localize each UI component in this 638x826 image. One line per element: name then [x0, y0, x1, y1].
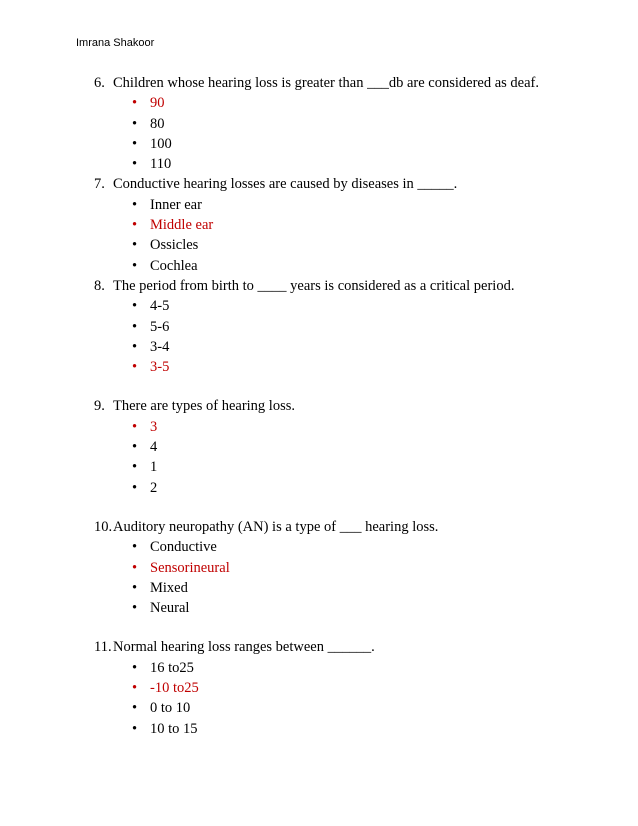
- bullet-icon: •: [132, 559, 138, 576]
- option-item: [0, 658, 638, 678]
- bullet-icon: •: [132, 217, 138, 234]
- option-item: [0, 578, 638, 598]
- spacer: [0, 618, 638, 637]
- question-number: 8.: [94, 277, 105, 294]
- bullet-icon: •: [132, 479, 138, 496]
- bullet-icon: •: [132, 237, 138, 254]
- spacer: [0, 498, 638, 517]
- bullet-icon: •: [132, 539, 138, 556]
- option-label: 4: [150, 439, 158, 456]
- option-label: Neural: [150, 600, 190, 617]
- bullet-icon: •: [132, 115, 138, 132]
- option-item: [0, 478, 638, 498]
- option-item: [0, 317, 638, 337]
- option-label: 4-5: [150, 298, 170, 315]
- question-number: 9.: [94, 398, 105, 415]
- option-label: Conductive: [150, 539, 217, 556]
- option-label: 1: [150, 459, 158, 476]
- option-item: [0, 154, 638, 174]
- option-item: [0, 598, 638, 618]
- option-label: 5-6: [150, 318, 170, 335]
- option-item: [0, 437, 638, 457]
- option-label: 3-5: [150, 359, 170, 376]
- option-label: 2: [150, 479, 158, 496]
- question-number: 10.: [94, 518, 113, 535]
- option-item: [0, 114, 638, 134]
- question-number: 11.: [94, 639, 112, 656]
- question-11: [0, 637, 638, 657]
- bullet-icon: •: [132, 359, 138, 376]
- option-label: 110: [150, 156, 172, 173]
- option-label: 3-4: [150, 338, 170, 355]
- bullet-icon: •: [132, 680, 138, 697]
- bullet-icon: •: [132, 135, 138, 152]
- bullet-icon: •: [132, 720, 138, 737]
- question-10: [0, 517, 638, 537]
- question-6: [0, 73, 638, 93]
- bullet-icon: •: [132, 579, 138, 596]
- question-number: 7.: [94, 176, 105, 193]
- option-item: [0, 678, 638, 698]
- bullet-icon: •: [132, 659, 138, 676]
- option-item: [0, 558, 638, 578]
- option-item: [0, 195, 638, 215]
- option-label: Middle ear: [150, 217, 214, 234]
- option-label: Cochlea: [150, 257, 198, 274]
- option-label: Ossicles: [150, 237, 199, 254]
- question-text: The period from birth to ____ years is considered as a critical period.: [113, 277, 515, 294]
- option-item: [0, 357, 638, 377]
- question-7: [0, 174, 638, 194]
- option-label: Sensorineural: [150, 559, 230, 576]
- option-item: [0, 337, 638, 357]
- option-label: 10 to 15: [150, 720, 198, 737]
- option-label: 80: [150, 115, 165, 132]
- option-label: Mixed: [150, 579, 188, 596]
- option-item: [0, 93, 638, 113]
- option-item: [0, 698, 638, 718]
- bullet-icon: •: [132, 95, 138, 112]
- bullet-icon: •: [132, 439, 138, 456]
- question-text: Normal hearing loss ranges between ______.: [113, 639, 375, 656]
- option-item: [0, 296, 638, 316]
- question-text: Auditory neuropathy (AN) is a type of ___ hearing loss.: [113, 518, 439, 535]
- option-item: [0, 134, 638, 154]
- question-9: [0, 396, 638, 416]
- question-number: 6.: [94, 75, 105, 91]
- option-label: 3: [150, 418, 158, 435]
- option-item: [0, 719, 638, 739]
- bullet-icon: •: [132, 257, 138, 274]
- question-text: There are types of hearing loss.: [113, 398, 295, 415]
- spacer: [0, 377, 638, 396]
- option-label: 90: [150, 95, 165, 112]
- bullet-icon: •: [132, 156, 138, 173]
- question-text: Conductive hearing losses are caused by diseases in _____.: [113, 176, 458, 193]
- question-8: [0, 276, 638, 296]
- option-item: [0, 256, 638, 276]
- option-label: Inner ear: [150, 196, 202, 213]
- bullet-icon: •: [132, 700, 138, 717]
- bullet-icon: •: [132, 459, 138, 476]
- bullet-icon: •: [132, 196, 138, 213]
- question-text: Children whose hearing loss is greater than ___db are considered as deaf.: [113, 75, 540, 91]
- option-item: [0, 235, 638, 255]
- bullet-icon: •: [132, 600, 138, 617]
- header-author: Imrana Shakoor: [76, 37, 155, 49]
- bullet-icon: •: [132, 298, 138, 315]
- question-list: [0, 73, 638, 739]
- option-item: [0, 457, 638, 477]
- bullet-icon: •: [132, 418, 138, 435]
- option-item: [0, 215, 638, 235]
- option-label: -10 to25: [150, 680, 199, 697]
- option-label: 0 to 10: [150, 700, 191, 717]
- option-item: [0, 537, 638, 557]
- option-label: 100: [150, 135, 172, 152]
- bullet-icon: •: [132, 318, 138, 335]
- bullet-icon: •: [132, 338, 138, 355]
- option-item: [0, 417, 638, 437]
- option-label: 16 to25: [150, 659, 194, 676]
